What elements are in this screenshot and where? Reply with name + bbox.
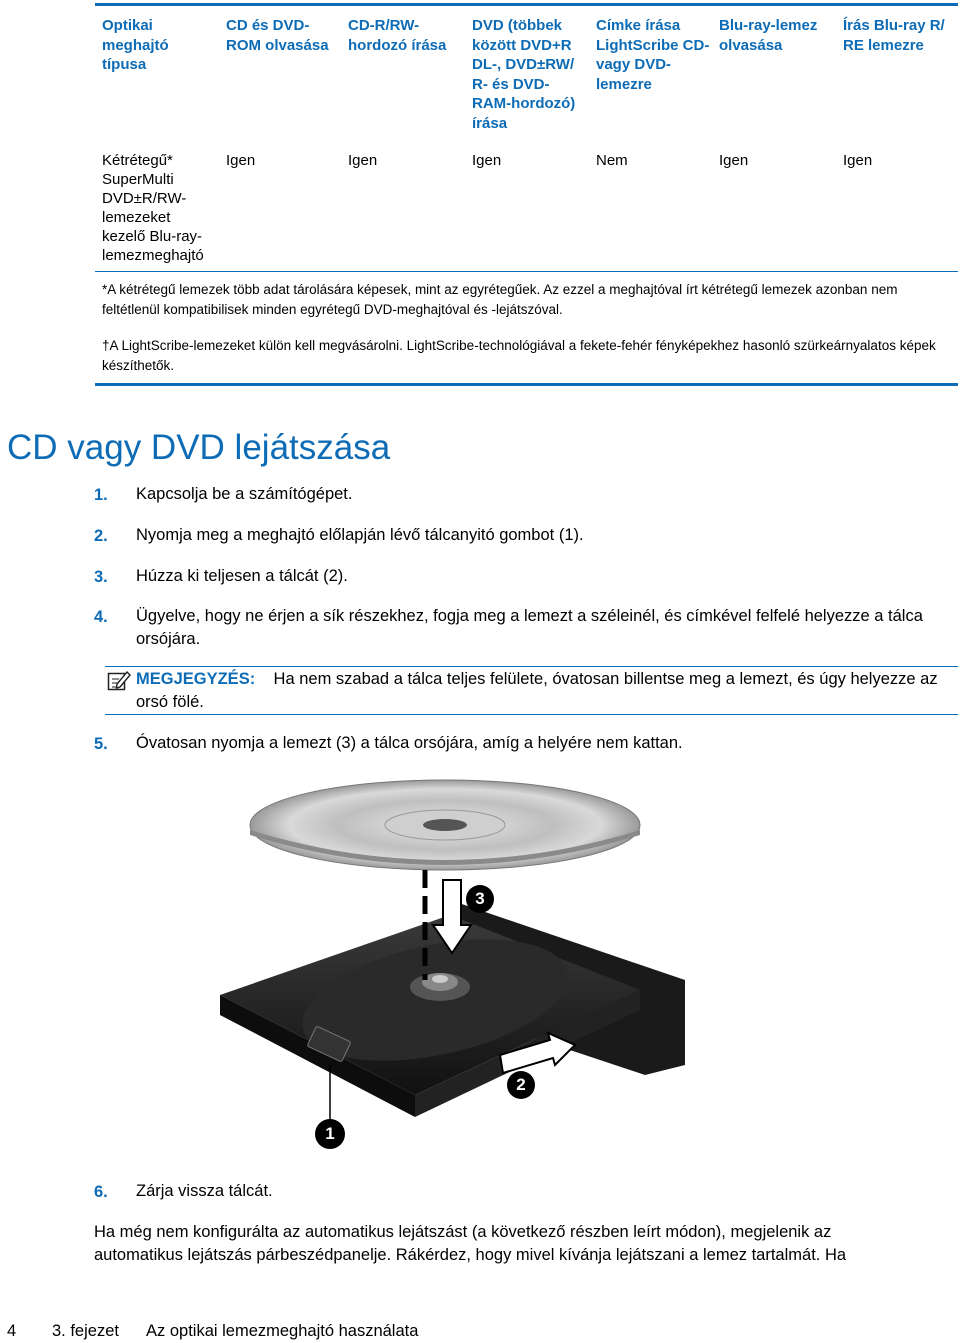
table-bottom-rule [95, 383, 958, 386]
callout-badge-3: 3 [466, 885, 494, 913]
cell-value: Igen [843, 152, 873, 169]
cell-value: Igen [348, 152, 378, 169]
step-number: 4. [94, 608, 108, 626]
table-row-rule [95, 271, 958, 272]
header-bluray-read: Blu-ray-lemez olvasása [719, 17, 818, 54]
note-body [136, 668, 960, 714]
footnote-double-layer: *A kétrétegű lemezek több adat tárolására képesek, mint az egyrétegűek. Az ezzel a meghajtóval írt kétrétegű lemezek azonban nem feltétlenül kompatibilisek minden egyrétegű DVD-meghajtóval és -lejátszóval. [102, 282, 898, 317]
step-text: Ügyelve, hogy ne érjen a sík részekhez, fogja meg a lemezt a széleinél, és címkével felfelé helyezze a tálca orsójára. [136, 607, 923, 648]
step-number: 2. [94, 527, 108, 545]
cell-value: Igen [226, 152, 256, 169]
step-number: 1. [94, 486, 108, 504]
note-label: MEGJEGYZÉS: [136, 670, 256, 688]
header-drive-type: Optikai meghajtó típusa [102, 17, 169, 73]
note-bottom-rule [105, 714, 958, 715]
table-top-rule [95, 3, 958, 6]
callout-badge-2: 2 [507, 1071, 535, 1099]
cell-value: Igen [719, 152, 749, 169]
footnote-lightscribe: †A LightScribe-lemezeket külön kell megvásárolni. LightScribe-technológiával a fekete-fehér fényképekhez hasonló szürkeárnyalatos képek készíthetők. [102, 338, 936, 373]
callout-badge-1: 1 [315, 1119, 345, 1149]
note-text: Ha nem szabad a tálca teljes felülete, óvatosan billentse meg a lemezt, és úgy helyezze az orsó fölé. [136, 670, 938, 711]
header-cdr-write: CD-R/RW-hordozó írása [348, 17, 447, 54]
autoplay-paragraph-line2: automatikus lejátszás párbeszédpanelje. Rákérdez, hogy mivel kívánja lejátszani a lemez tartalmát. Ha [94, 1246, 847, 1264]
step-number: 3. [94, 568, 108, 586]
header-cd-dvd-read: CD és DVD-ROM olvasása [226, 17, 329, 54]
chapter-title: Az optikai lemezmeghajtó használata [146, 1322, 419, 1340]
section-title: CD vagy DVD lejátszása [7, 428, 391, 467]
step-number: 6. [94, 1183, 108, 1201]
chapter-number: 3. fejezet [52, 1322, 119, 1340]
page-number: 4 [7, 1322, 17, 1340]
cell-value: Igen [472, 152, 502, 169]
header-lightscribe: Címke írása LightScribe CD- vagy DVD-lemezre [596, 17, 710, 93]
autoplay-paragraph-line1: Ha még nem konfigurálta az automatikus lejátszást (a következő részben leírt módon), megjelenik az [94, 1223, 832, 1241]
header-bluray-write: Írás Blu-ray R/ RE lemezre [843, 17, 945, 54]
header-dvd-write: DVD (többek között DVD+R DL-, DVD±RW/ R- és DVD-RAM-hordozó) írása [472, 17, 576, 132]
step-text: Óvatosan nyomja a lemezt (3) a tálca orsójára, amíg a helyére nem kattan. [136, 734, 683, 752]
cell-drive-name: Kétrétegű* SuperMulti DVD±R/RW-lemezeket kezelő Blu-ray-lemezmeghajtó [102, 152, 204, 264]
step-text: Húzza ki teljesen a tálcát (2). [136, 567, 348, 585]
step-text: Nyomja meg a meghajtó előlapján lévő tálcanyitó gombot (1). [136, 526, 584, 544]
disc-tray-illustration [215, 775, 685, 1155]
step-text: Zárja vissza tálcát. [136, 1182, 273, 1200]
cell-value: Nem [596, 152, 628, 169]
step-text: Kapcsolja be a számítógépet. [136, 485, 353, 503]
note-top-rule [105, 666, 958, 667]
step-number: 5. [94, 735, 108, 753]
note-pencil-icon [107, 670, 131, 692]
